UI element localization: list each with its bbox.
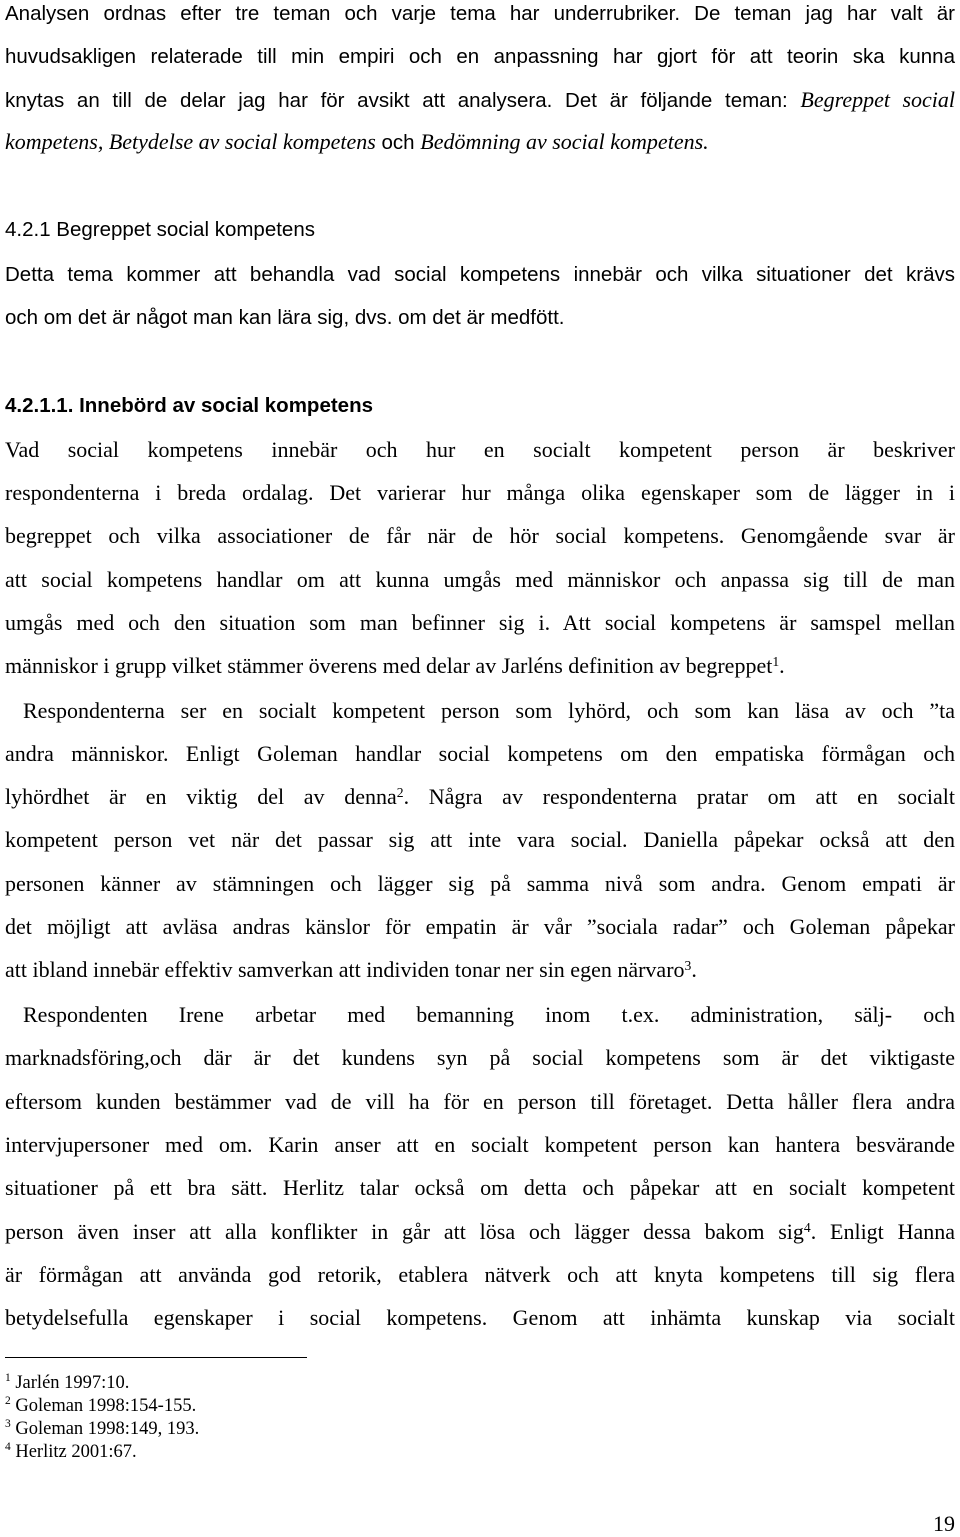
footnote-text: Herlitz 2001:67. <box>10 1442 137 1462</box>
body-text: . Enligt Hanna <box>810 1219 955 1244</box>
body-line: situationer på ett bra sätt. Herlitz talar också om detta och påpekar att en socialt kompetent <box>5 1175 955 1200</box>
footnote-ref: 1 <box>772 653 780 669</box>
body-text: att ibland innebär effektiv samverkan att individen tonar ner sin egen närvaro <box>5 957 685 982</box>
body-line: begreppet och vilka associationer de får när de hör social kompetens. Genomgående svar är <box>5 523 955 548</box>
footnote-ref: 3 <box>684 957 692 973</box>
body-line: intervjupersoner med om. Karin anser att en socialt kompetent person kan hantera besvärande <box>5 1132 955 1157</box>
body-line: det möjligt att avläsa andras känslor för empatin är vår ”sociala radar” och Goleman påpekar <box>5 914 955 939</box>
footnote-number: 2 <box>5 1395 11 1408</box>
page-number: 19 <box>933 1511 955 1536</box>
body-line: Vad social kompetens innebär och hur en socialt kompetent person är beskriver <box>5 437 955 462</box>
body-line: Respondenten Irene arbetar med bemanning inom t.ex. administration, sälj- och <box>23 1002 955 1027</box>
footnote-text: Goleman 1998:149, 193. <box>10 1419 200 1439</box>
intro-line-3 <box>5 86 955 114</box>
body-text: . Några av respondenterna pratar om att en socialt <box>403 784 955 809</box>
footnote-item <box>5 1395 196 1417</box>
body-text: . <box>691 957 697 982</box>
body-line: betydelsefulla egenskaper i social kompetens. Genom att inhämta kunskap via socialt <box>5 1305 955 1330</box>
section-line-1: Detta tema kommer att behandla vad social kompetens innebär och vilka situationer det krävs <box>5 263 955 286</box>
body-line <box>5 956 955 984</box>
intro-text: knytas an till de delar jag har för avsikt att analysera. Det är följande teman: <box>5 89 801 112</box>
footnote-item <box>5 1372 129 1394</box>
body-line <box>5 783 955 811</box>
footnote-text: Goleman 1998:154-155. <box>10 1396 197 1416</box>
theme-name: kompetens, Betydelse av social kompetens <box>5 129 376 154</box>
theme-name: Begreppet social <box>800 87 956 112</box>
body-line: andra människor. Enligt Goleman handlar social kompetens om den empatiska förmågan och <box>5 741 955 766</box>
body-line: kompetent person vet när det passar sig att inte vara social. Daniella påpekar också att den <box>5 827 955 852</box>
intro-line-2: huvudsakligen relaterade till min empiri och en anpassning har gjort för att teorin ska kunna <box>5 45 955 68</box>
body-line: umgås med och den situation som man befinner sig i. Att social kompetens är samspel mellan <box>5 610 955 635</box>
body-line <box>5 652 955 680</box>
footnote-divider <box>5 1357 307 1358</box>
body-line: respondenterna i breda ordalag. Det varierar hur många olika egenskaper som de lägger in i <box>5 480 955 505</box>
section-heading: 4.2.1 Begreppet social kompetens <box>5 218 315 241</box>
body-text: . <box>779 653 785 678</box>
footnote-item <box>5 1441 137 1463</box>
body-line: personen känner av stämningen och lägger sig på samma nivå som andra. Genom empati är <box>5 871 955 896</box>
footnote-number: 3 <box>5 1418 11 1431</box>
theme-name: Bedömning av social kompetens. <box>420 129 709 154</box>
footnote-ref: 4 <box>803 1219 811 1235</box>
body-line: är förmågan att använda god retorik, etablera nätverk och att knyta kompetens till sig flera <box>5 1262 955 1287</box>
body-text: lyhördhet är en viktig del av denna <box>5 784 397 809</box>
intro-text: och <box>375 131 421 154</box>
intro-line-1: Analysen ordnas efter tre teman och varje tema har underrubriker. De teman jag har valt är <box>5 2 955 25</box>
body-line: Respondenterna ser en socialt kompetent person som lyhörd, och som kan läsa av och ”ta <box>23 698 955 723</box>
body-text: person även inser att alla konflikter in går att lösa och lägger dessa bakom sig <box>5 1219 804 1244</box>
intro-line-4 <box>5 128 955 156</box>
section-line-2: och om det är något man kan lära sig, dvs. om det är medfött. <box>5 306 565 329</box>
body-line: marknadsföring,och där är det kundens syn på social kompetens som är det viktigaste <box>5 1045 955 1070</box>
body-line: eftersom kunden bestämmer vad de vill ha för en person till företaget. Detta håller flera andra <box>5 1089 955 1114</box>
body-text: människor i grupp vilket stämmer överens med delar av Jarléns definition av begreppet <box>5 653 773 678</box>
footnote-ref: 2 <box>396 784 404 800</box>
body-line: att social kompetens handlar om att kunna umgås med människor och anpassa sig till de man <box>5 567 955 592</box>
footnote-text: Jarlén 1997:10. <box>10 1373 130 1393</box>
subsection-heading: 4.2.1.1. Innebörd av social kompetens <box>5 394 373 417</box>
body-line <box>5 1218 955 1246</box>
footnote-number: 1 <box>5 1372 11 1385</box>
footnote-number: 4 <box>5 1441 11 1454</box>
footnote-item <box>5 1418 199 1440</box>
